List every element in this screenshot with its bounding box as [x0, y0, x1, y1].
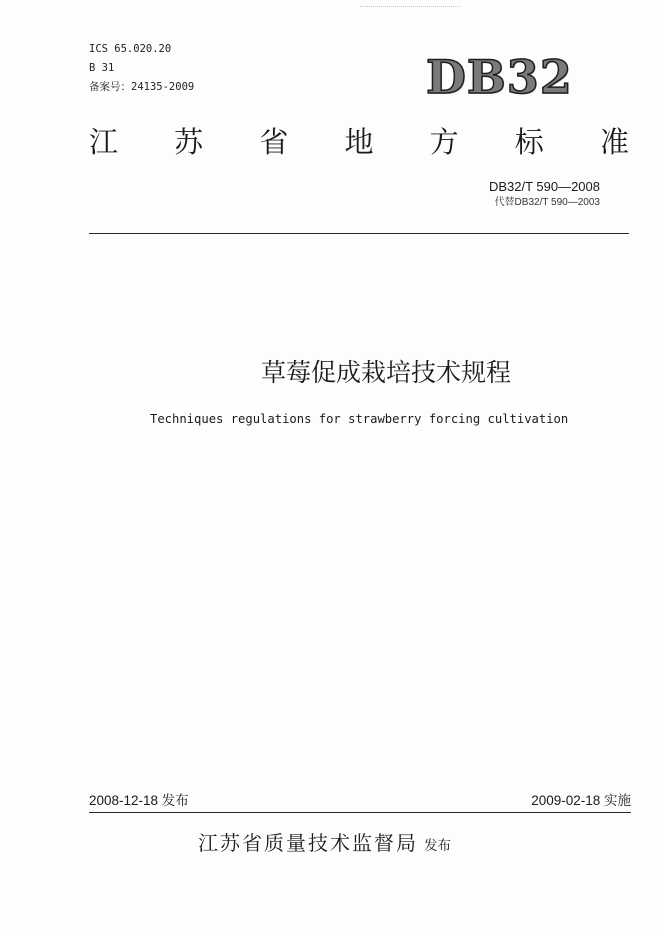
publisher-organization: 江苏省质量技术监督局 [198, 831, 418, 855]
standard-type-char: 苏 [174, 125, 204, 159]
standard-type-char: 省 [259, 125, 289, 159]
replaced-standard: 代替DB32/T 590—2003 [494, 197, 600, 208]
standard-type-char: 准 [599, 125, 629, 159]
ics-code: ICS 65.020.20 [89, 43, 172, 55]
issue-date: 2008-12-18 发布 [89, 793, 189, 808]
db32-logo: DB32 [426, 50, 573, 104]
implementation-date: 2009-02-18 实施 [531, 793, 631, 808]
standard-type-char: 方 [429, 125, 459, 159]
document-title: 草莓促成栽培技术规程 [260, 358, 511, 387]
ccs-code: B 31 [89, 62, 115, 74]
publisher-line [198, 828, 451, 861]
standard-code-block [489, 178, 600, 210]
filing-number: 备案号：24135-2009 [89, 81, 195, 93]
standard-number: DB32/T 590—2008 [488, 179, 600, 194]
document-title-english: Techniques regulations for strawberry forcing cultivation [150, 412, 569, 426]
standard-type-char: 地 [344, 125, 374, 159]
standard-type-heading [89, 122, 629, 162]
scan-artifact-line [360, 6, 460, 7]
date-row [89, 791, 631, 811]
footer-divider [89, 812, 631, 813]
standard-type-char: 江 [89, 125, 119, 159]
publisher-action: 发布 [424, 838, 451, 854]
standard-type-char: 标 [514, 125, 544, 159]
classification-block [89, 40, 194, 97]
header-divider [89, 233, 629, 234]
